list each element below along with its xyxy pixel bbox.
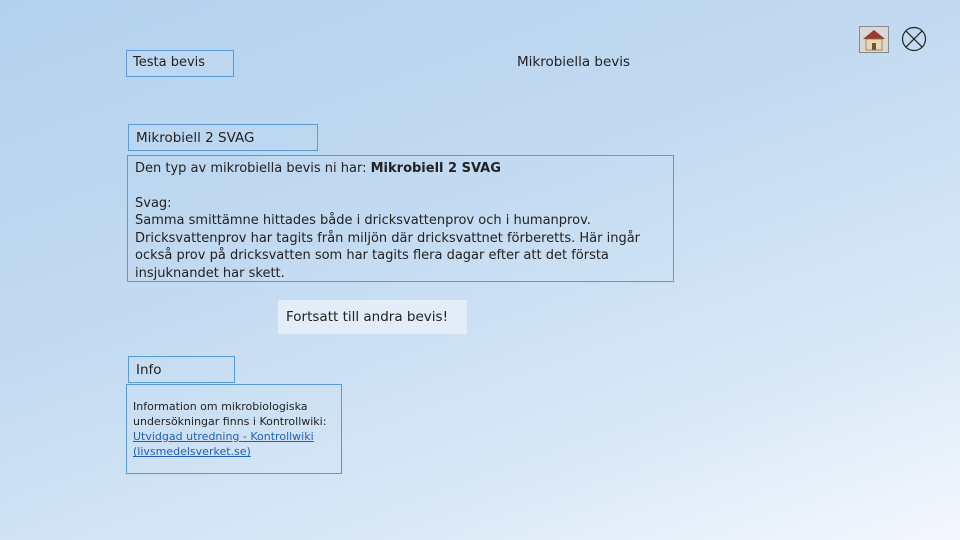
evidence-level: Svag: <box>135 195 172 211</box>
info-text: undersökningar finns i Kontrollwiki: <box>133 415 327 428</box>
evidence-line: Samma smittämne hittades både i dricksvattenprov och i humanprov. <box>135 213 591 228</box>
close-button[interactable] <box>901 26 927 52</box>
kontrollwiki-link[interactable]: Utvidgad utredning - Kontrollwiki (livsmedelsverket.se) <box>133 430 314 458</box>
evidence-type-label: Mikrobiell 2 SVAG <box>128 124 318 151</box>
evidence-description <box>127 155 674 282</box>
evidence-line: också prov på dricksvatten som har tagits flera dagar efter att det första <box>135 248 609 263</box>
evidence-line: Dricksvattenprov har tagits från miljön där dricksvattnet förberetts. Här ingår <box>135 230 641 246</box>
home-button[interactable] <box>859 26 889 53</box>
info-text: Information om mikrobiologiska <box>133 400 308 413</box>
info-label: Info <box>128 356 235 383</box>
evidence-intro: Den typ av mikrobiella bevis ni har: Mikrobiell 2 SVAG <box>135 161 501 176</box>
home-icon <box>860 27 888 52</box>
continue-button[interactable]: Fortsatt till andra bevis! <box>278 300 467 334</box>
close-circle-icon <box>901 26 927 52</box>
info-panel <box>126 384 342 474</box>
test-evidence-label: Testa bevis <box>126 50 234 77</box>
page-title: Mikrobiella bevis <box>517 54 631 70</box>
evidence-type-value: Mikrobiell 2 SVAG <box>370 161 501 176</box>
evidence-line: insjuknandet har skett. <box>135 265 285 281</box>
